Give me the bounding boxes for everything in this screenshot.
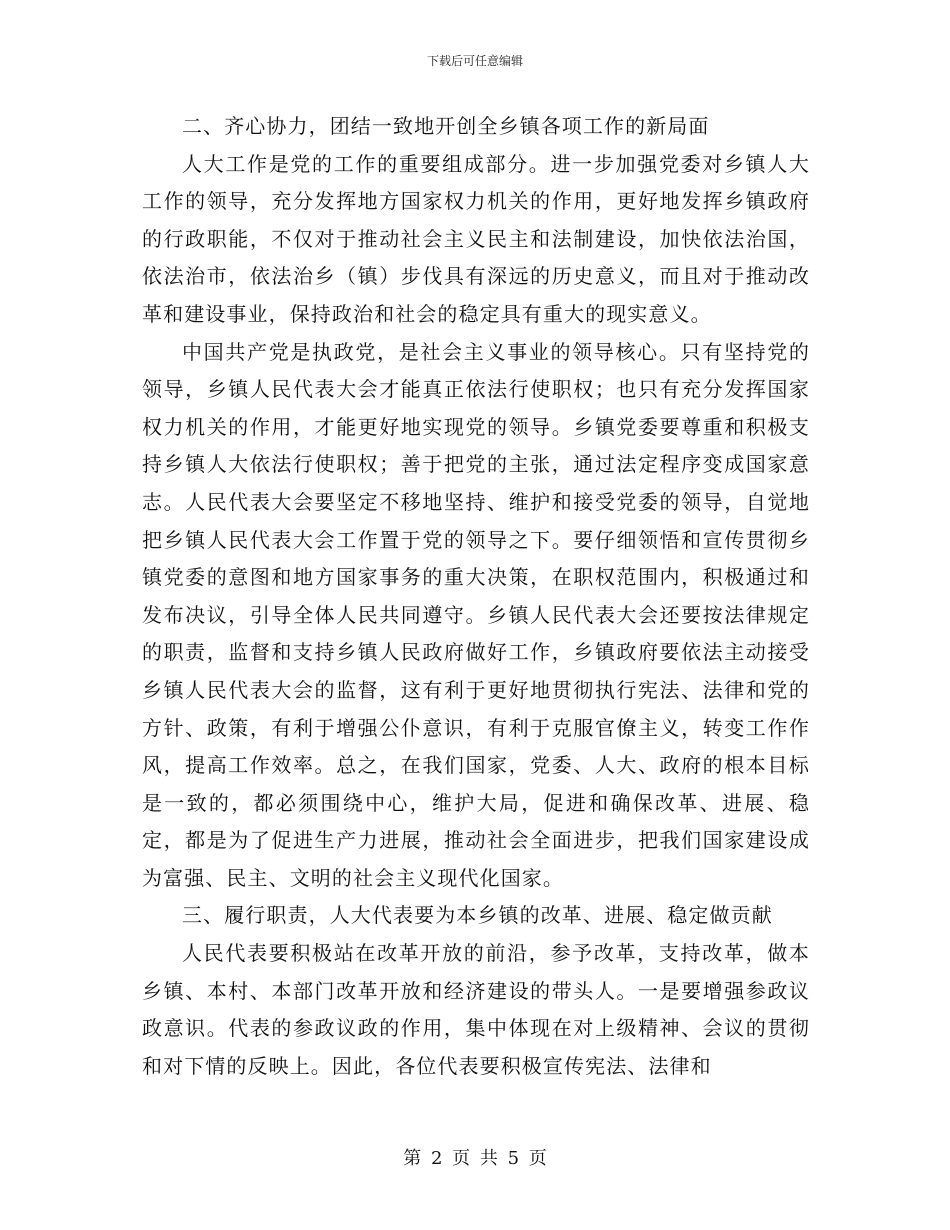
footer-page-number: 2: [430, 1148, 443, 1169]
footer-prefix: 第: [403, 1148, 422, 1169]
document-body: [142, 108, 810, 1085]
paragraph-2: 中国共产党是执政党，是社会主义事业的领导核心。只有坚持党的领导，乡镇人民代表大会才能真正依法行使职权；也只有充分发挥国家权力机关的作用，才能更好地实现党的领导。乡镇党委要尊重和积极支持乡镇人大依法行使职权；善于把党的主张，通过法定程序变成国家意志。人民代表大会要坚定不移地坚持、维护和接受党委的领导，自觉地把乡镇人民代表大会工作置于党的领导之下。要仔细领悟和宣传贯彻乡镇党委的意图和地方国家事务的重大决策，在职权范围内，积极通过和发布决议，引导全体人民共同遵守。乡镇人民代表大会还要按法律规定的职责，监督和支持乡镇人民政府做好工作，乡镇政府要依法主动接受乡镇人民代表大会的监督，这有利于更好地贯彻执行宪法、法律和党的方针、政策，有利于增强公仆意识，有利于克服官僚主义，转变工作作风，提高工作效率。总之，在我们国家，党委、人大、政府的根本目标是一致的，都必须围绕中心，维护大局，促进和确保改革、进展、稳定，都是为了促进生产力进展，推动社会全面进步，把我们国家建设成为富强、民主、文明的社会主义现代化国家。: [142, 339, 810, 890]
footer-middle: 页 共: [452, 1148, 498, 1169]
paragraph-3: 人民代表要积极站在改革开放的前沿，参予改革，支持改革，做本乡镇、本村、本部门改革开放和经济建设的带头人。一是要增强参政议政意识。代表的参政议政的作用，集中体现在对上级精神、会议的贯彻和对下情的反映上。因此，各位代表要积极宣传宪法、法律和: [142, 941, 810, 1078]
section-heading-2: 二、齐心协力，团结一致地开创全乡镇各项工作的新局面: [182, 114, 710, 138]
section-heading-3: 三、履行职责，人大代表要为本乡镇的改革、进展、稳定做贡献: [182, 903, 773, 928]
paragraph-1: 人大工作是党的工作的重要组成部分。进一步加强党委对乡镇人大工作的领导，充分发挥地方国家权力机关的作用，更好地发挥乡镇政府的行政职能，不仅对于推动社会主义民主和法制建设，加快依法治国，依法治市，依法治乡（镇）步伐具有深远的历史意义，而且对于推动改革和建设事业，保持政治和社会的稳定具有重大的现实意义。: [142, 151, 810, 326]
page-footer: [0, 1148, 950, 1170]
footer-total-pages: 5: [507, 1148, 520, 1169]
page-header-note: 下载后可任意编辑: [426, 54, 523, 68]
footer-suffix: 页: [528, 1148, 547, 1169]
